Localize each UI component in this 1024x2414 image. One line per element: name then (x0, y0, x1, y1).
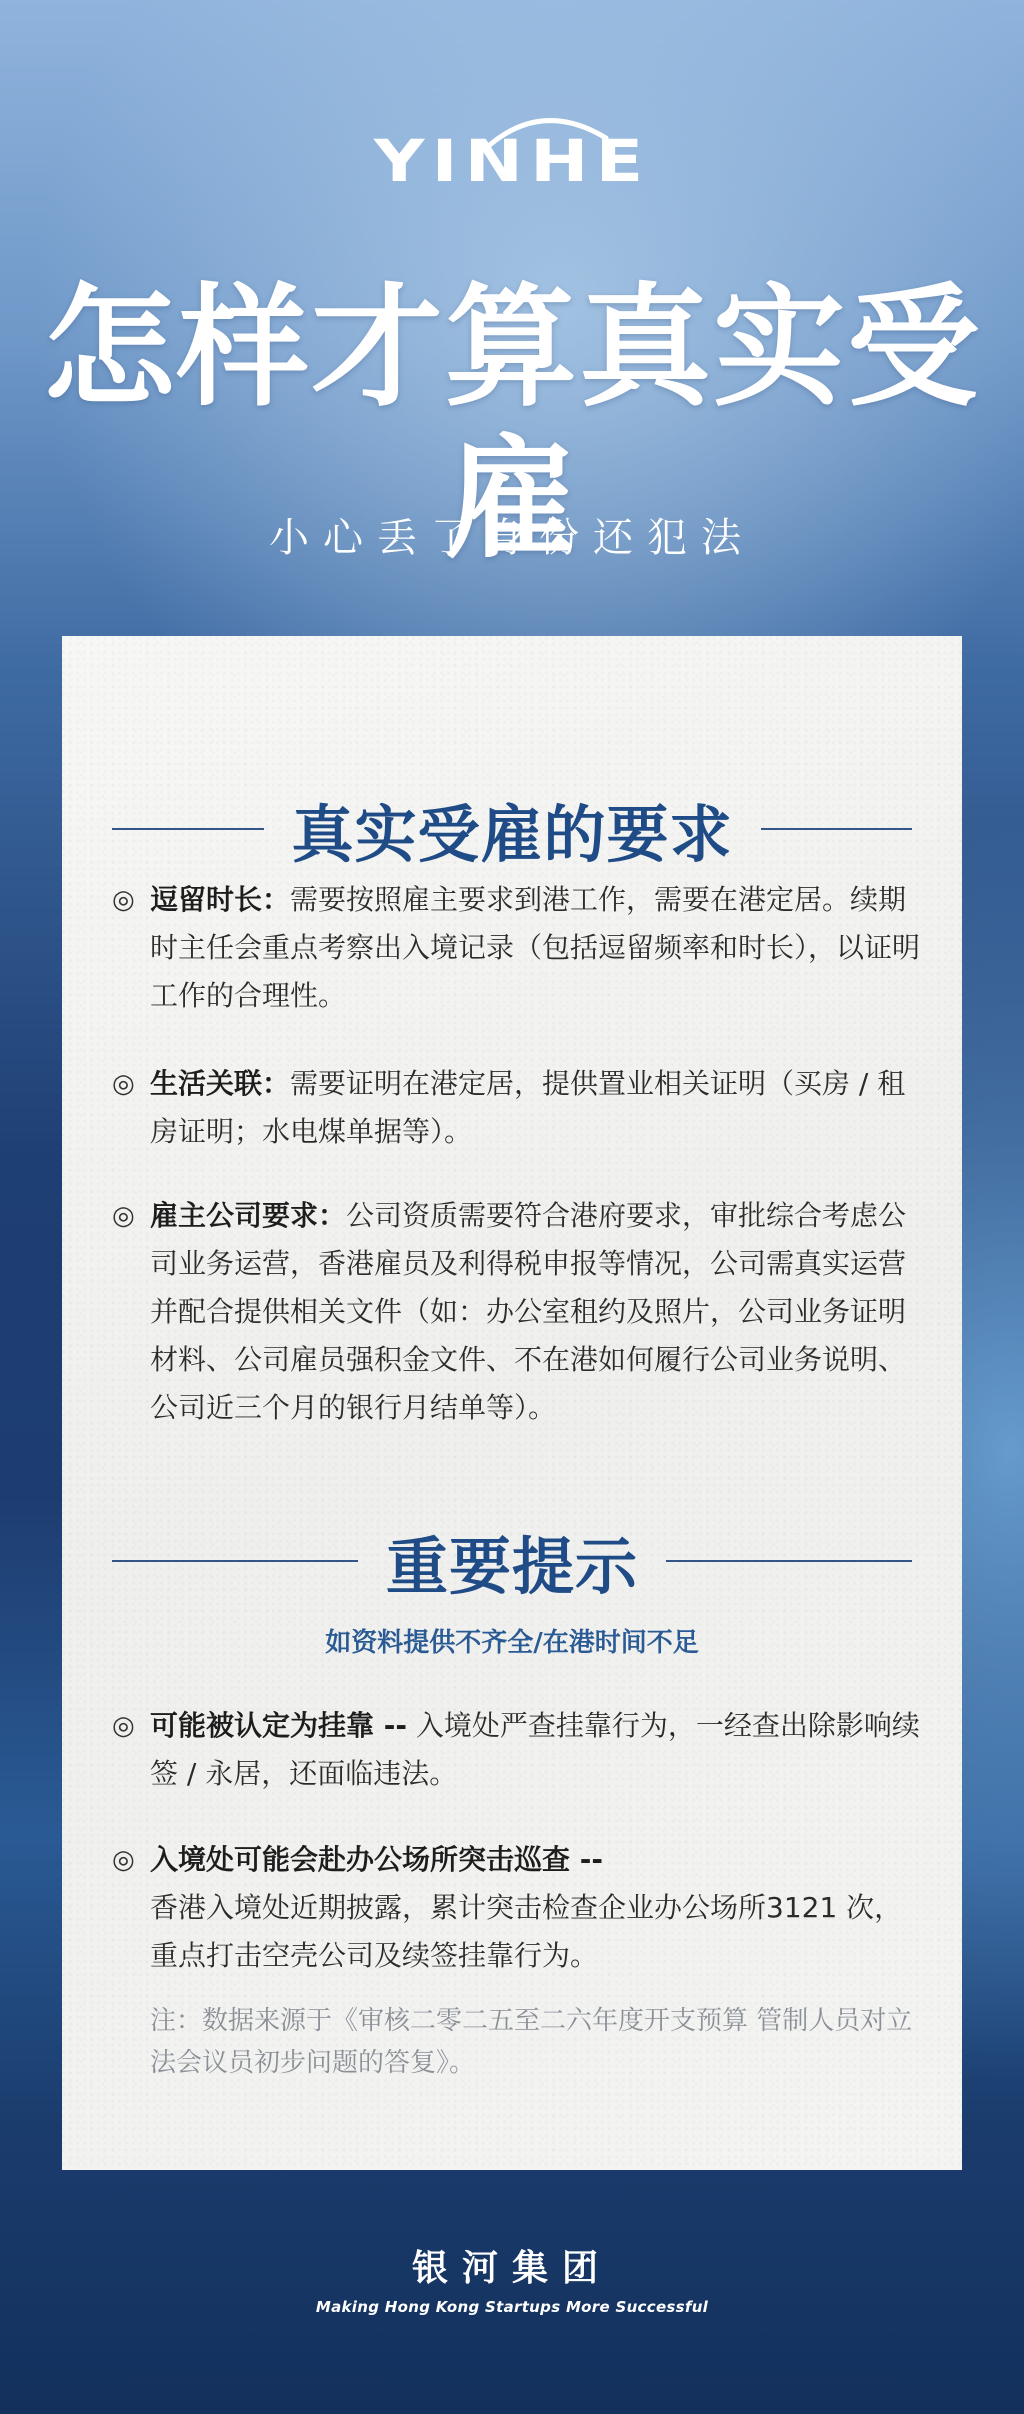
brand-logo (0, 100, 1024, 200)
circle-bullet-icon: ◎ (112, 1711, 135, 1741)
page-title: 怎样才算真实受雇 (43, 270, 981, 577)
circle-bullet-icon: ◎ (112, 1845, 135, 1875)
item-lead: 雇主公司要求： (150, 1199, 347, 1232)
logo-text: YINHE (373, 127, 651, 195)
company-name: 银河集团 (411, 2248, 612, 2289)
item-text: 需要按照雇主要求到港工作，需要在港定居。续期时主任会重点考察出入境记录（包括逗留频率和时长），以证明工作的合理性。 (150, 883, 921, 1012)
divider-left (112, 1560, 358, 1562)
circle-bullet-icon: ◎ (112, 1069, 135, 1099)
content-card (62, 636, 962, 2170)
item-text: 公司资质需要符合港府要求，审批综合考虑公司业务运营，香港雇员及利得税申报等情况，公司需真实运营并配合提供相关文件（如：办公室租约及照片，公司业务证明材料、公司雇员强积金文件、不在港如何履行公司业务说明、公司近三个月的银行月结单等）。 (150, 1199, 907, 1424)
circle-bullet-icon: ◎ (112, 885, 135, 915)
warnings-subheading: 如资料提供不齐全/在港时间不足 (325, 1628, 699, 1658)
requirement-employer-company (112, 1192, 922, 1432)
requirements-heading-row (112, 774, 912, 884)
warning-affiliation (112, 1702, 922, 1798)
divider-left (112, 828, 264, 830)
requirements-heading: 真实受雇的要求 (291, 797, 733, 871)
source-note: 注：数据来源于《审核二零二五至二六年度开支预算 管制人员对立法会议员初步问题的答复》。 (150, 2006, 913, 2078)
item-text: 入境处严查挂靠行为，一经查出除影响续签 / 永居，还面临违法。 (150, 1709, 920, 1790)
warnings-heading: 重要提示 (386, 1529, 639, 1603)
divider-right (666, 1560, 912, 1562)
item-lead: 可能被认定为挂靠 -- (150, 1709, 407, 1742)
item-lead: 生活关联： (150, 1067, 291, 1100)
item-lead: 入境处可能会赴办公场所突击巡查 -- (150, 1843, 603, 1876)
requirement-living-connection (112, 1060, 922, 1156)
circle-bullet-icon: ◎ (112, 1201, 135, 1231)
item-text: 需要证明在港定居，提供置业相关证明（买房 / 租房证明；水电煤单据等）。 (150, 1067, 906, 1148)
warning-inspection (112, 1836, 922, 1980)
warnings-heading-row (112, 1506, 912, 1616)
requirement-stay-duration (112, 876, 922, 1020)
company-slogan: Making Hong Kong Startups More Successful (315, 2298, 709, 2316)
item-lead: 逗留时长： (150, 883, 291, 916)
item-text: 香港入境处近期披露，累计突击检查企业办公场所3121 次，重点打击空壳公司及续签挂靠行为。 (150, 1891, 903, 1972)
divider-right (761, 828, 913, 830)
page-subtitle: 小心丢了身份还犯法 (269, 515, 755, 561)
